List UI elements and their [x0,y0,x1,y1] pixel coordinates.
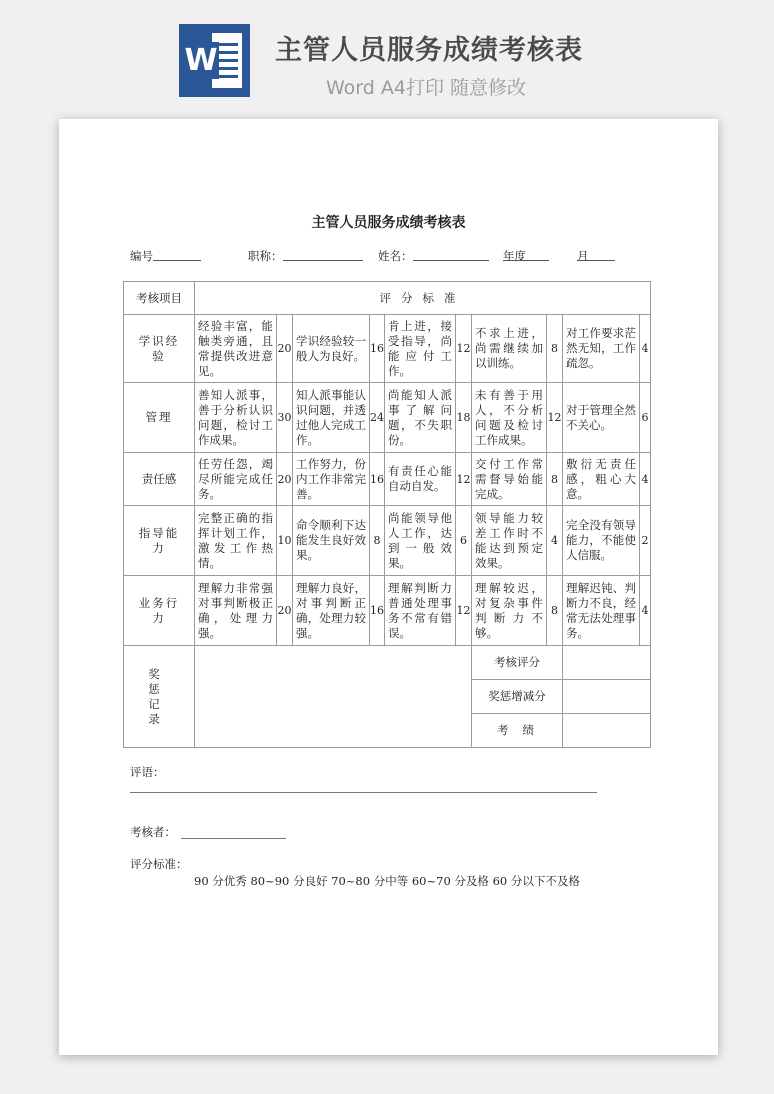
desc-cell: 对于管理全然不关心。 [563,383,640,453]
record-adjust-label: 奖惩增减分 [472,680,563,714]
desc-cell: 领导能力较差工作时不能达到预定效果。 [472,506,547,576]
score-cell: 16 [370,315,385,383]
assessor-label: 考核者： [130,825,176,839]
score-cell: 30 [277,383,293,453]
month-field[interactable] [577,248,589,264]
score-cell: 2 [640,506,651,576]
row-item: 管理 [124,383,195,453]
header-banner [0,0,774,118]
desc-cell: 理解较迟，对复杂事件判断力不够。 [472,576,547,646]
desc-cell: 完全没有领导能力，不能使人信服。 [563,506,640,576]
row-item: 学识经验 [124,315,195,383]
position-field[interactable] [248,248,283,264]
desc-cell: 有责任心能自动自发。 [385,453,456,506]
score-cell: 16 [370,453,385,506]
score-cell: 20 [277,576,293,646]
score-cell: 12 [456,453,472,506]
record-label: 奖惩记录 [124,646,195,748]
desc-cell: 理解力非常强对事判断极正确，处理力强。 [195,576,277,646]
table-row [124,315,651,383]
desc-cell: 未有善于用人，不分析问题及检讨工作成果。 [472,383,547,453]
score-cell: 4 [640,453,651,506]
desc-cell: 完整正确的指挥计划工作，激发工作热情。 [195,506,277,576]
desc-cell: 理解判断力普通处理事务不常有错误。 [385,576,456,646]
year-label: 年度 [503,249,526,263]
score-cell: 6 [456,506,472,576]
record-result-value[interactable] [563,714,651,748]
score-cell: 16 [370,576,385,646]
position-label: 职称： [248,249,283,263]
score-cell: 12 [547,383,563,453]
score-cell: 12 [456,315,472,383]
desc-cell: 交付工作常需督导始能完成。 [472,453,547,506]
score-cell: 20 [277,453,293,506]
banner-subtitle: Word A4打印 随意修改 [326,77,527,99]
desc-cell: 理解迟钝、判断力不良，经常无法处理事务。 [563,576,640,646]
desc-cell: 经验丰富，能触类旁通，且常提供改进意见。 [195,315,277,383]
record-row [124,646,651,680]
comment-line[interactable] [130,792,597,793]
table-row [124,576,651,646]
table-row [124,506,651,576]
row-item: 业务行力 [124,576,195,646]
desc-cell: 尚能知人派事了解问题，不失职份。 [385,383,456,453]
table-row [124,383,651,453]
header-item: 考核项目 [124,282,195,315]
score-cell: 24 [370,383,385,453]
desc-cell: 学识经验较一般人为良好。 [293,315,370,383]
header-standard: 评分标准 [195,282,651,315]
score-cell: 12 [456,576,472,646]
document-title: 主管人员服务成绩考核表 [311,215,466,231]
word-icon-letter: W [184,43,218,78]
record-score-value[interactable] [563,646,651,680]
desc-cell: 知人派事能认识问题，并透过他人完成工作。 [293,383,370,453]
number-field[interactable] [130,248,153,264]
score-cell: 8 [547,453,563,506]
desc-cell: 尚能领导他人工作，达到一般效果。 [385,506,456,576]
score-cell: 8 [547,315,563,383]
number-label: 编号 [130,249,153,263]
score-cell: 8 [370,506,385,576]
score-cell: 6 [640,383,651,453]
score-cell: 18 [456,383,472,453]
score-cell: 20 [277,315,293,383]
table-header-row [124,282,651,315]
row-item: 指导能力 [124,506,195,576]
table-row [124,453,651,506]
desc-cell: 不求上进，尚需继续加以训练。 [472,315,547,383]
desc-cell: 命令顺利下达能发生良好效果。 [293,506,370,576]
record-result-label: 考绩 [472,714,563,748]
year-field[interactable] [503,248,526,264]
month-label: 月 [577,249,589,263]
comment-label: 评语： [130,765,165,779]
desc-cell: 敷衍无责任感，粗心大意。 [563,453,640,506]
record-area[interactable] [195,646,472,748]
score-cell: 4 [547,506,563,576]
record-score-label: 考核评分 [472,646,563,680]
desc-cell: 理解力良好，对事判断正确，处理力较强。 [293,576,370,646]
document-page [59,119,718,1055]
score-cell: 8 [547,576,563,646]
score-cell: 4 [640,576,651,646]
score-cell: 4 [640,315,651,383]
word-document-icon [179,24,250,97]
name-label: 姓名： [378,249,413,263]
desc-cell: 对工作要求茫然无知，工作疏忽。 [563,315,640,383]
desc-cell: 善知人派事，善于分析认识问题，检讨工作成果。 [195,383,277,453]
record-adjust-value[interactable] [563,680,651,714]
desc-cell: 工作努力，份内工作非常完善。 [293,453,370,506]
desc-cell: 任劳任怨，竭尽所能完成任务。 [195,453,277,506]
standard-label: 评分标准： [130,857,188,871]
desc-cell: 肯上进，接受指导，尚能应付工作。 [385,315,456,383]
standard-text: 90 分优秀 80~90 分良好 70~80 分中等 60~70 分及格 60 分以下不及格 [194,874,580,888]
assessment-table [123,281,651,748]
row-item: 责任感 [124,453,195,506]
score-cell: 10 [277,506,293,576]
banner-title: 主管人员服务成绩考核表 [275,35,583,66]
name-field[interactable] [378,248,413,264]
assessor-line[interactable] [181,838,286,839]
info-row [130,248,650,266]
